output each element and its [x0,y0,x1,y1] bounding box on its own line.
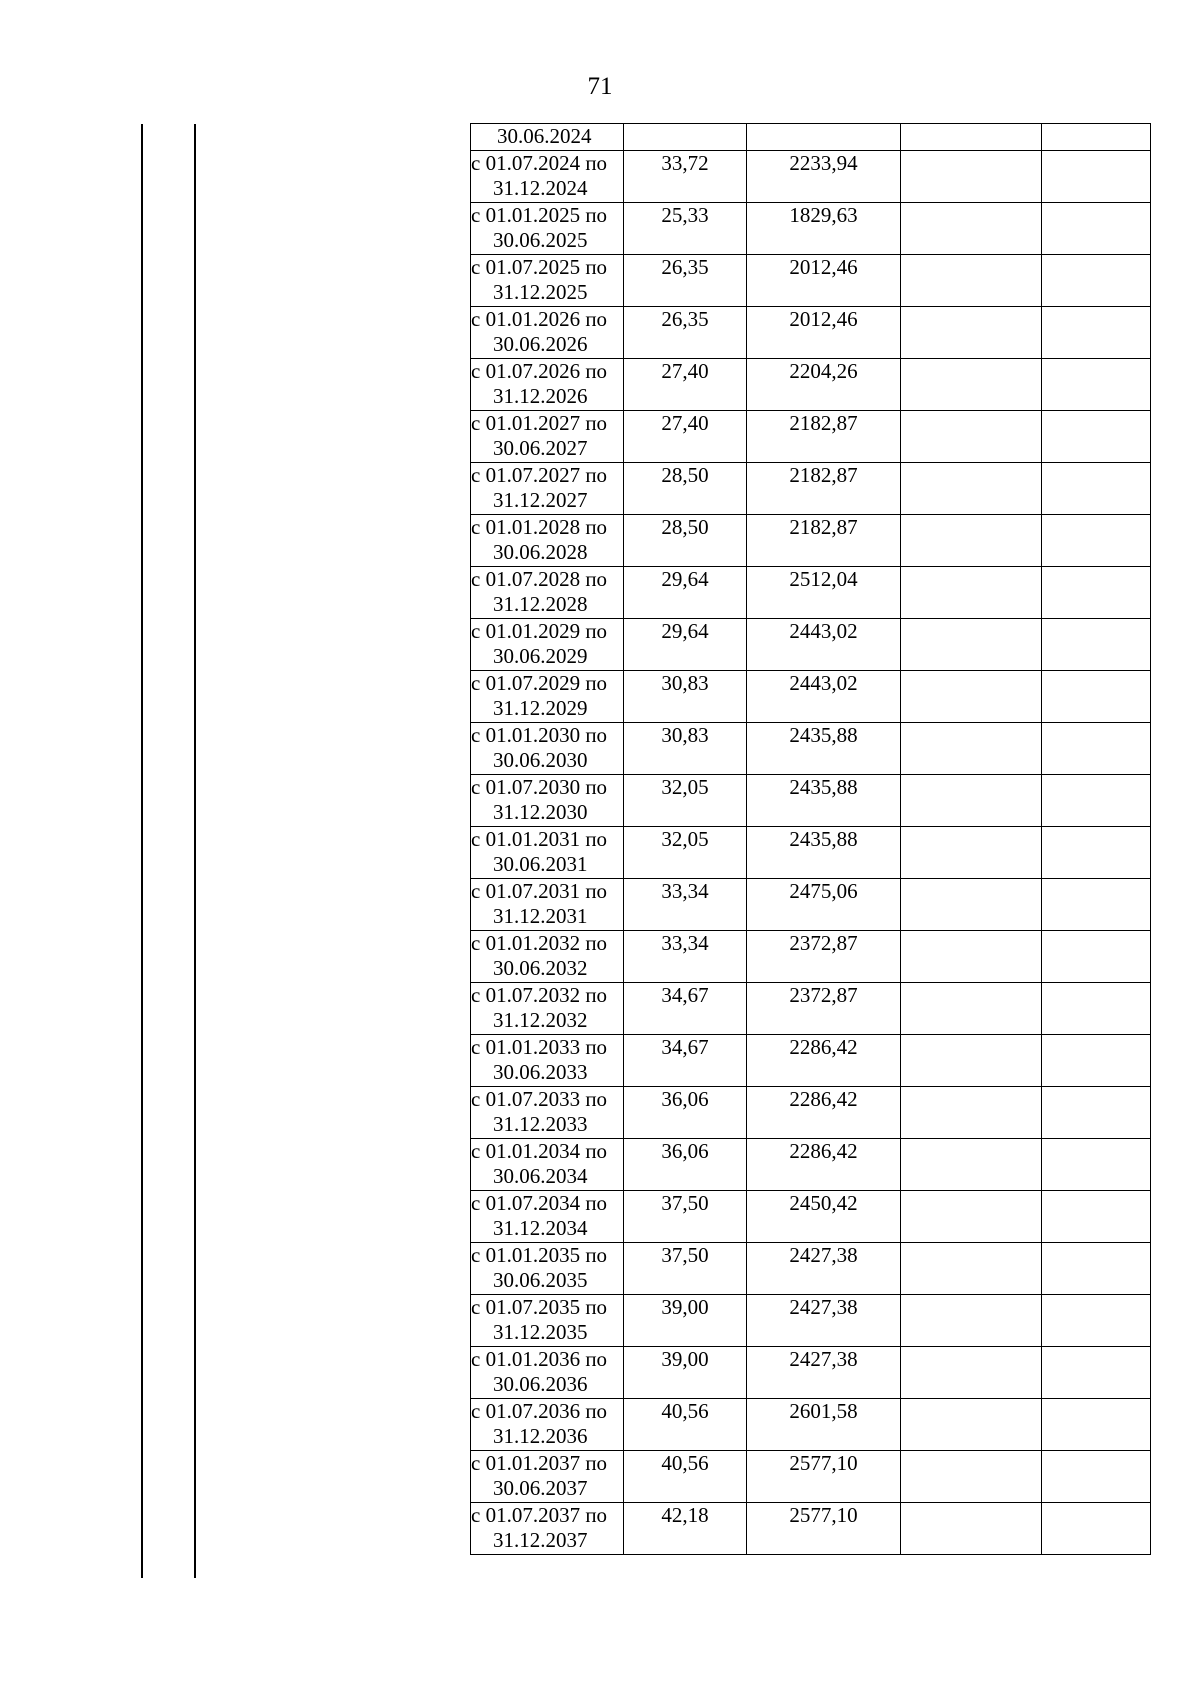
period-end: 30.06.2033 [493,1060,588,1084]
page-number: 71 [587,73,613,100]
value-cell-2: 2012,46 [747,255,901,307]
period-start: с 01.07.2036 по [471,1399,608,1423]
period-start: с 01.07.2025 по [471,255,608,279]
period-cell [471,124,624,151]
empty-cell [901,1035,1042,1087]
period-start: с 01.07.2033 по [471,1087,608,1111]
empty-cell [901,411,1042,463]
empty-cell [901,255,1042,307]
empty-cell [901,827,1042,879]
period-start: с 01.07.2028 по [471,567,608,591]
value-cell-2: 2182,87 [747,515,901,567]
table-column-divider-line [194,124,196,1578]
empty-cell [1042,307,1151,359]
value-cell-2: 2233,94 [747,151,901,203]
value-cell-1: 29,64 [624,567,747,619]
value-cell-2: 2427,38 [747,1295,901,1347]
value-cell-2: 2427,38 [747,1243,901,1295]
period-end: 31.12.2033 [493,1112,588,1136]
period-cell [471,1295,624,1347]
value-cell-1: 36,06 [624,1087,747,1139]
value-cell-2: 2286,42 [747,1087,901,1139]
empty-cell [1042,671,1151,723]
table-row [471,463,1151,515]
value-cell-1: 32,05 [624,775,747,827]
empty-cell [901,567,1042,619]
table-row [471,1243,1151,1295]
period-start: с 01.01.2026 по [471,307,608,331]
empty-cell [1042,1087,1151,1139]
value-cell-2: 2182,87 [747,411,901,463]
value-cell-1: 39,00 [624,1347,747,1399]
value-cell-1: 26,35 [624,307,747,359]
period-end: 31.12.2031 [493,904,588,928]
value-cell-2: 2435,88 [747,827,901,879]
table-row [471,1035,1151,1087]
table-row [471,359,1151,411]
empty-cell [1042,983,1151,1035]
empty-cell [1042,359,1151,411]
period-cell [471,1347,624,1399]
empty-cell [1042,567,1151,619]
empty-cell [1042,1191,1151,1243]
value-cell-1 [624,124,747,151]
period-cell [471,827,624,879]
period-end: 31.12.2026 [493,384,588,408]
empty-cell [901,723,1042,775]
period-cell [471,1139,624,1191]
value-cell-2: 2012,46 [747,307,901,359]
empty-cell [901,1139,1042,1191]
empty-cell [1042,1399,1151,1451]
value-cell-1: 34,67 [624,983,747,1035]
period-start: с 01.07.2034 по [471,1191,608,1215]
value-cell-1: 37,50 [624,1243,747,1295]
empty-cell [1042,1451,1151,1503]
period-end: 31.12.2037 [493,1528,588,1552]
value-cell-2: 2286,42 [747,1139,901,1191]
period-end: 30.06.2025 [493,228,588,252]
period-start: с 01.07.2035 по [471,1295,608,1319]
table-row [471,671,1151,723]
empty-cell [1042,879,1151,931]
table-left-border-line [141,124,143,1578]
table-row [471,203,1151,255]
period-start: с 01.01.2033 по [471,1035,608,1059]
empty-cell [1042,723,1151,775]
period-end: 31.12.2028 [493,592,588,616]
empty-cell [901,124,1042,151]
table-row [471,1139,1151,1191]
table-row [471,1295,1151,1347]
table-row [471,983,1151,1035]
value-cell-1: 28,50 [624,515,747,567]
value-cell-2: 1829,63 [747,203,901,255]
value-cell-1: 28,50 [624,463,747,515]
value-cell-1: 33,72 [624,151,747,203]
period-end: 31.12.2025 [493,280,588,304]
period-start: с 01.01.2028 по [471,515,608,539]
period-start: с 01.07.2029 по [471,671,608,695]
period-start: с 01.01.2034 по [471,1139,608,1163]
value-cell-2: 2450,42 [747,1191,901,1243]
table-row [471,255,1151,307]
table-row [471,1191,1151,1243]
table-row [471,931,1151,983]
value-cell-2: 2512,04 [747,567,901,619]
empty-cell [901,1295,1042,1347]
empty-cell [1042,1347,1151,1399]
empty-cell [901,983,1042,1035]
table-row [471,567,1151,619]
empty-cell [1042,1243,1151,1295]
table-row [471,723,1151,775]
empty-cell [901,1347,1042,1399]
value-cell-2: 2577,10 [747,1503,901,1555]
value-cell-1: 33,34 [624,879,747,931]
value-cell-2: 2182,87 [747,463,901,515]
period-cell [471,1399,624,1451]
period-end: 30.06.2032 [493,956,588,980]
empty-cell [901,1087,1042,1139]
empty-cell [901,1399,1042,1451]
period-cell [471,879,624,931]
empty-cell [901,463,1042,515]
empty-cell [901,515,1042,567]
value-cell-1: 26,35 [624,255,747,307]
period-cell [471,1451,624,1503]
period-end: 30.06.2029 [493,644,588,668]
period-end: 31.12.2029 [493,696,588,720]
period-start: с 01.01.2030 по [471,723,608,747]
period-end: 31.12.2030 [493,800,588,824]
value-cell-1: 39,00 [624,1295,747,1347]
empty-cell [1042,1139,1151,1191]
empty-cell [1042,619,1151,671]
empty-cell [901,671,1042,723]
value-cell-1: 27,40 [624,359,747,411]
period-cell [471,359,624,411]
tariff-table [470,123,1151,1555]
value-cell-1: 34,67 [624,1035,747,1087]
empty-cell [901,1243,1042,1295]
period-cell [471,1191,624,1243]
empty-cell [1042,463,1151,515]
value-cell-2: 2475,06 [747,879,901,931]
period-end: 30.06.2024 [497,124,592,148]
period-end: 30.06.2030 [493,748,588,772]
empty-cell [901,359,1042,411]
empty-cell [1042,203,1151,255]
period-end: 31.12.2036 [493,1424,588,1448]
empty-cell [901,151,1042,203]
empty-cell [901,1191,1042,1243]
value-cell-2: 2577,10 [747,1451,901,1503]
table-row [471,1503,1151,1555]
period-end: 31.12.2035 [493,1320,588,1344]
period-cell [471,1035,624,1087]
period-cell [471,151,624,203]
value-cell-2: 2443,02 [747,671,901,723]
period-cell [471,1503,624,1555]
period-end: 30.06.2027 [493,436,588,460]
value-cell-2: 2443,02 [747,619,901,671]
period-cell [471,515,624,567]
period-start: с 01.01.2027 по [471,411,608,435]
table-row [471,619,1151,671]
empty-cell [1042,1295,1151,1347]
table-row [471,151,1151,203]
empty-cell [1042,151,1151,203]
empty-cell [1042,255,1151,307]
period-cell [471,463,624,515]
table-row [471,124,1151,151]
empty-cell [1042,827,1151,879]
period-cell [471,931,624,983]
table-row [471,411,1151,463]
table-row [471,1451,1151,1503]
table-row [471,515,1151,567]
empty-cell [901,879,1042,931]
empty-cell [901,307,1042,359]
empty-cell [1042,411,1151,463]
empty-cell [1042,1503,1151,1555]
period-end: 30.06.2026 [493,332,588,356]
empty-cell [901,775,1042,827]
period-cell [471,1087,624,1139]
period-cell [471,671,624,723]
value-cell-1: 40,56 [624,1399,747,1451]
empty-cell [1042,1035,1151,1087]
period-cell [471,567,624,619]
period-cell [471,255,624,307]
period-cell [471,1243,624,1295]
value-cell-1: 30,83 [624,723,747,775]
period-start: с 01.01.2035 по [471,1243,608,1267]
period-cell [471,723,624,775]
period-start: с 01.01.2036 по [471,1347,608,1371]
period-start: с 01.07.2026 по [471,359,608,383]
table-row [471,1399,1151,1451]
table-row [471,307,1151,359]
value-cell-2: 2372,87 [747,931,901,983]
period-cell [471,307,624,359]
value-cell-1: 33,34 [624,931,747,983]
value-cell-1: 36,06 [624,1139,747,1191]
period-end: 31.12.2034 [493,1216,588,1240]
period-start: с 01.07.2024 по [471,151,608,175]
empty-cell [1042,931,1151,983]
period-start: с 01.07.2032 по [471,983,608,1007]
value-cell-1: 32,05 [624,827,747,879]
period-start: с 01.07.2030 по [471,775,608,799]
period-cell [471,775,624,827]
period-start: с 01.01.2031 по [471,827,608,851]
tariff-table-body [471,124,1151,1555]
table-row [471,775,1151,827]
period-cell [471,203,624,255]
period-start: с 01.01.2032 по [471,931,608,955]
empty-cell [901,931,1042,983]
value-cell-1: 27,40 [624,411,747,463]
value-cell-1: 25,33 [624,203,747,255]
value-cell-2: 2204,26 [747,359,901,411]
value-cell-2 [747,124,901,151]
period-end: 30.06.2037 [493,1476,588,1500]
period-start: с 01.07.2031 по [471,879,608,903]
table-row [471,879,1151,931]
empty-cell [901,1503,1042,1555]
period-end: 30.06.2034 [493,1164,588,1188]
value-cell-1: 37,50 [624,1191,747,1243]
period-start: с 01.01.2025 по [471,203,608,227]
value-cell-2: 2601,58 [747,1399,901,1451]
table-row [471,1087,1151,1139]
period-end: 30.06.2028 [493,540,588,564]
period-end: 30.06.2035 [493,1268,588,1292]
empty-cell [1042,124,1151,151]
table-row [471,1347,1151,1399]
value-cell-2: 2286,42 [747,1035,901,1087]
value-cell-2: 2372,87 [747,983,901,1035]
table-row [471,827,1151,879]
period-end: 30.06.2031 [493,852,588,876]
period-start: с 01.01.2029 по [471,619,608,643]
period-cell [471,619,624,671]
empty-cell [901,1451,1042,1503]
period-cell [471,983,624,1035]
period-end: 31.12.2032 [493,1008,588,1032]
value-cell-1: 30,83 [624,671,747,723]
value-cell-2: 2435,88 [747,723,901,775]
period-start: с 01.07.2027 по [471,463,608,487]
period-cell [471,411,624,463]
value-cell-1: 40,56 [624,1451,747,1503]
period-end: 31.12.2024 [493,176,588,200]
value-cell-1: 29,64 [624,619,747,671]
empty-cell [1042,515,1151,567]
period-start: с 01.01.2037 по [471,1451,608,1475]
empty-cell [1042,775,1151,827]
period-start: с 01.07.2037 по [471,1503,608,1527]
empty-cell [901,203,1042,255]
period-end: 31.12.2027 [493,488,588,512]
value-cell-2: 2435,88 [747,775,901,827]
empty-cell [901,619,1042,671]
period-end: 30.06.2036 [493,1372,588,1396]
value-cell-2: 2427,38 [747,1347,901,1399]
value-cell-1: 42,18 [624,1503,747,1555]
